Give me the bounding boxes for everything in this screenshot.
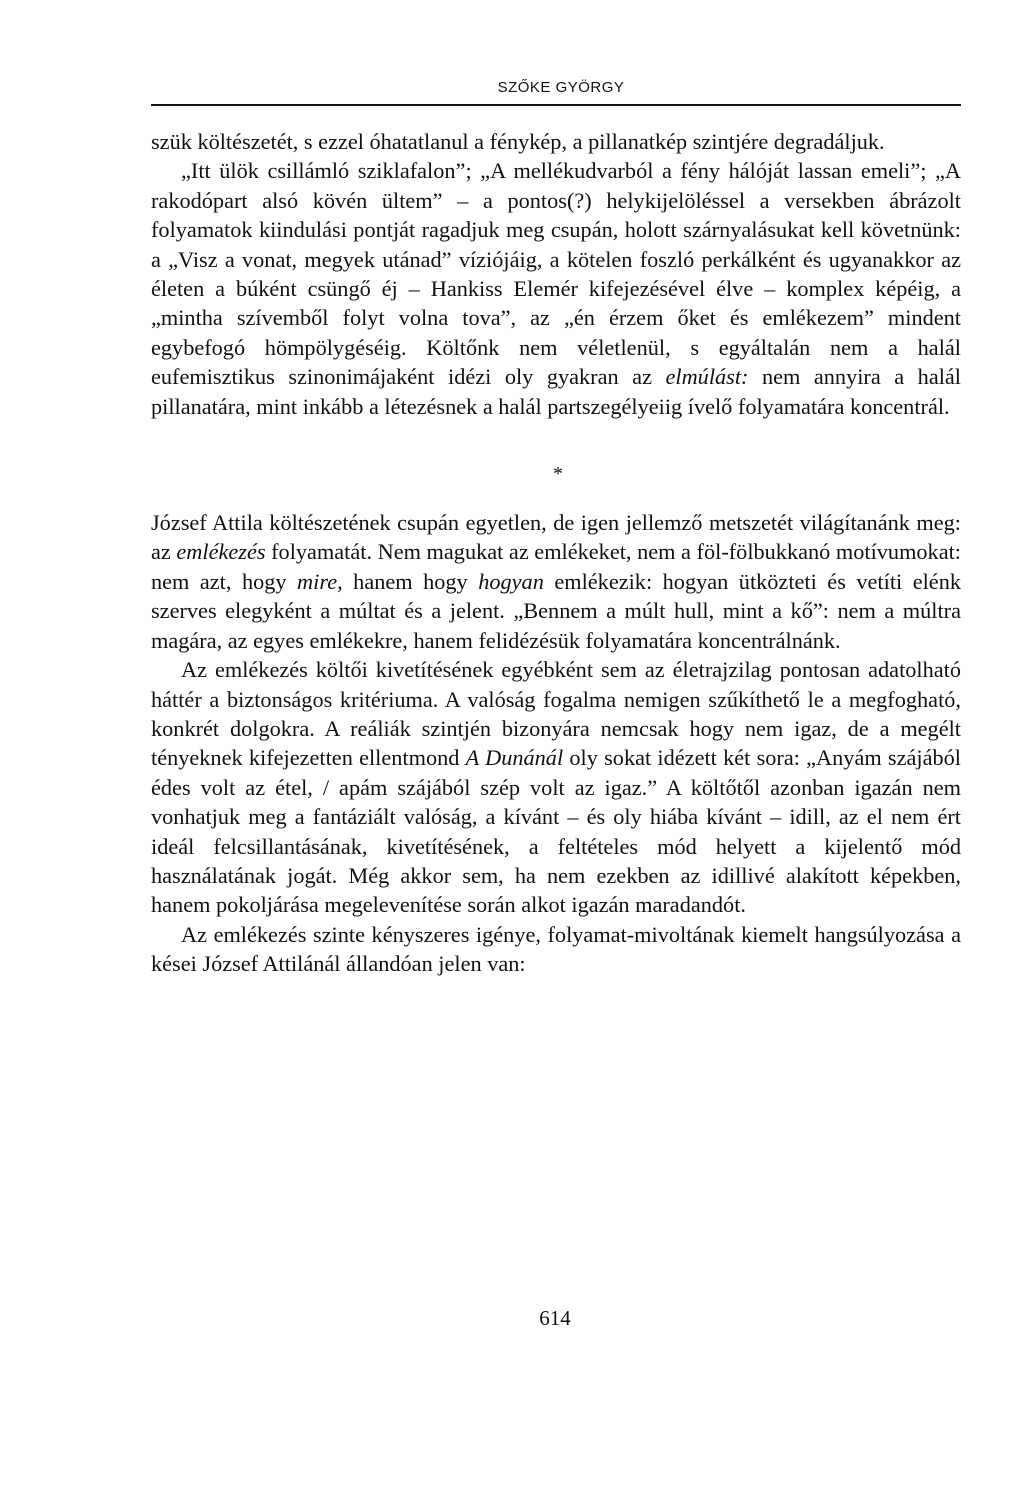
paragraph-3-text-b: folyamatát. Nem magukat az emlékeket, nem a föl-fölbukkanó motívumokat: nem azt, hogy [151, 539, 961, 594]
page [151, 78, 961, 979]
paragraph-5: Az emlékezés szinte kényszeres igénye, folyamat-mivoltának kiemelt hangsúlyozása a kései József Attilánál állandóan jelen van: [151, 921, 961, 977]
paragraph-3-text-d: emlékezik: hogyan ütközteti és vetíti elénk szerves elegyként a múltat és a jelent. „Bennem a múlt hull, mint a kő”: nem a múltra magára, az egyes emlékekre, hanem felidézésük folyamatára koncentrálnánk. [151, 568, 961, 653]
paragraph-4 [151, 655, 961, 920]
emphasis-mire: mire, [297, 568, 343, 594]
body-text [151, 127, 961, 979]
paragraph-3-text-c: hanem hogy [342, 568, 479, 594]
page-number: 614 [539, 1306, 571, 1330]
emphasis-hogyan: hogyan [478, 568, 544, 594]
running-header: SZŐKE GYÖRGY [497, 79, 625, 96]
emphasis-emlekezes: emlékezés [176, 539, 266, 565]
paragraph-4-text-a: Az emlékezés költői kivetítésének egyébként sem az életrajzilag pontosan adatolható háttér a biztonságos kritériuma. A valóság fogalma nemigen szűkíthető le a megfogható, konkrét dolgokra. A reáliák szintjén bizonyára nemcsak hogy nem igaz, de a megélt tényeknek kifejezetten ellentmond [151, 657, 961, 771]
emphasis-elmulast: elmúlást: [665, 364, 749, 390]
emphasis-a-dunanal: A Dunánál [465, 745, 564, 771]
paragraph-2-text-b: nem annyira a halál pillanatára, mint inkább a létezésnek a halál partszegélyeiig ívelő folyamatára koncentrál. [151, 364, 961, 419]
paragraph-2 [151, 156, 961, 421]
header-rule [151, 104, 961, 106]
paragraph-1: szük költészetét, s ezzel óhatatlanul a fénykép, a pillanatkép szintjére degradáljuk. [151, 129, 885, 154]
paragraph-2-text-a: „Itt ülök csillámló sziklafalon”; „A mellékudvarból a fény hálóját lassan emeli”; „A rakodópart alsó kövén ültem” – a pontos(?) helykijelöléssel a versekben ábrázolt folyamatok kiindulási pontját ragadjuk meg csupán, holott szárnyalásukat kell követnünk: a „Visz a vonat, megyek utánad” víziójáig, a kötelen foszló perkálként és ugyanakkor az életen a búként csüngő éj – Hankiss Elemér kifejezésével élve – komplex képéig, a „mintha szívemből folyt volna tova”, az „én érzem őket és emlékezem” mindent egybefogó hömpölygéséig. Költőnk nem véletlenül, s egyáltalán nem a halál eufemisztikus szinonimájaként idézi oly gyakran az [151, 158, 961, 390]
paragraph-3 [151, 508, 961, 655]
paragraph-4-text-b: oly sokat idézett két sora: „Anyám szájából édes volt az étel, / apám szájából szép volt az igaz.” A költőtől azonban igazán nem vonhatjuk meg a fantáziált valóság, a kívánt – és oly hiába kívánt – idill, az el nem ért ideál felcsillantásának, kivetítésének, a feltételes mód helyett a kijelentő mód használatának jogát. Még akkor sem, ha nem ezekben az idillivé alakított képekben, hanem pokoljárása megelevenítése során alkot igazán maradandót. [151, 745, 961, 918]
paragraph-3-text-a: József Attila költészetének csupán egyetlen, de igen jellemző metszetét világítanánk meg: az [151, 510, 961, 565]
section-divider: * [553, 463, 563, 486]
